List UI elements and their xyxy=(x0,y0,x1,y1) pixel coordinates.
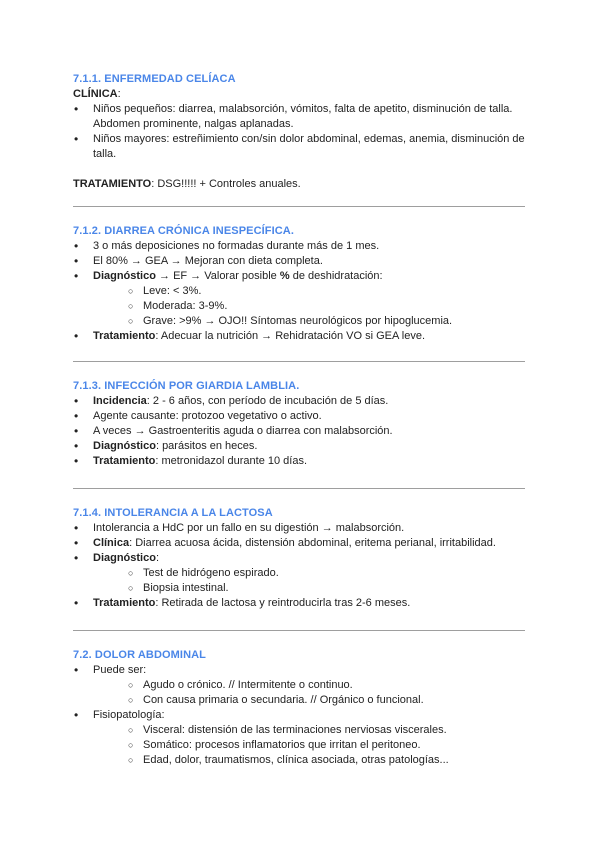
dolor-list-2 xyxy=(73,708,533,723)
sub-list-item: ○ Leve: < 3%. xyxy=(73,284,533,299)
clinica-list xyxy=(73,102,533,162)
diarrea-list-tail xyxy=(73,329,533,344)
diagnostico-text: : xyxy=(155,552,160,564)
tratamiento-line xyxy=(73,177,533,192)
sub-list-item: ○ Grave: >9% → OJO!! Síntomas neurológicos por hipoglucemia. xyxy=(73,314,533,329)
section-diarrea-cronica xyxy=(73,224,533,344)
sub-list-item: ○ Con causa primaria o secundaria. // Orgánico o funcional. xyxy=(73,693,533,708)
sub-list-item: ○ Edad, dolor, traumatismos, clínica asociada, otras patologías... xyxy=(73,753,533,768)
section-heading: 7.1.3. INFECCIÓN POR GIARDIA LAMBLIA. xyxy=(73,380,300,392)
tratamiento-text: : Retirada de lactosa y reintroducirla tras 2-6 meses. xyxy=(155,597,411,609)
deshidratacion-list xyxy=(73,284,533,329)
diarrea-list xyxy=(73,239,533,284)
incidencia-text: : 2 - 6 años, con período de incubación de 5 días. xyxy=(146,395,389,407)
list-item: • 3 o más deposiciones no formadas durante más de 1 mes. xyxy=(73,239,533,254)
list-item: • Puede ser: xyxy=(73,663,533,678)
list-item-tratamiento xyxy=(73,454,533,469)
divider xyxy=(73,361,525,362)
list-item: • Agente causante: protozoo vegetativo o activo. xyxy=(73,409,533,424)
divider xyxy=(73,630,525,631)
section-heading: 7.1.2. DIARREA CRÓNICA INESPECÍFICA. xyxy=(73,225,294,237)
divider xyxy=(73,206,525,207)
diagnostico-label: Diagnóstico xyxy=(93,270,156,282)
tratamiento-text: : Adecuar la nutrición → Rehidratación VO si GEA leve. xyxy=(155,330,425,342)
tratamiento-label: Tratamiento xyxy=(93,330,156,342)
section-heading: 7.1.1. ENFERMEDAD CELÍACA xyxy=(73,73,236,85)
list-item: • Fisiopatología: xyxy=(73,708,533,723)
diagnostico-text-a: → EF → Valorar posible xyxy=(155,270,280,282)
clinica-colon: : xyxy=(117,88,121,100)
diagnostico-text-b: de deshidratación: xyxy=(289,270,383,282)
list-item: • A veces → Gastroenteritis aguda o diarrea con malabsorción. xyxy=(73,424,533,439)
list-item-incidencia xyxy=(73,394,533,409)
list-item-clinica xyxy=(73,536,533,551)
clinica-label: CLÍNICA xyxy=(73,88,118,100)
list-item-diagnostico xyxy=(73,439,533,454)
sub-list-item: ○ Test de hidrógeno espirado. xyxy=(73,566,533,581)
section-heading: 7.2. DOLOR ABDOMINAL xyxy=(73,649,206,661)
list-item-tratamiento xyxy=(73,596,533,611)
section-giardia xyxy=(73,379,533,469)
section-intolerancia-lactosa xyxy=(73,506,533,611)
list-item: • El 80% → GEA → Mejoran con dieta completa. xyxy=(73,254,533,269)
lactosa-list xyxy=(73,521,533,566)
section-enfermedad-celiaca xyxy=(73,72,533,192)
incidencia-label: Incidencia xyxy=(93,395,147,407)
dolor-sub-list-2 xyxy=(73,723,533,768)
dolor-sub-list-1 xyxy=(73,678,533,708)
sub-list-item: ○ Moderada: 3-9%. xyxy=(73,299,533,314)
clinica-label-line xyxy=(73,87,533,102)
lactosa-diag-list xyxy=(73,566,533,596)
dolor-list xyxy=(73,663,533,678)
sub-list-item: ○ Agudo o crónico. // Intermitente o continuo. xyxy=(73,678,533,693)
list-item: • Niños mayores: estreñimiento con/sin dolor abdominal, edemas, anemia, disminución de talla. xyxy=(73,132,533,162)
giardia-list xyxy=(73,394,533,469)
list-item-diagnostico xyxy=(73,269,533,284)
lactosa-list-tail xyxy=(73,596,533,611)
tratamiento-text: : metronidazol durante 10 días. xyxy=(155,455,308,467)
sub-list-item: ○ Somático: procesos inflamatorios que irritan el peritoneo. xyxy=(73,738,533,753)
tratamiento-label: TRATAMIENTO xyxy=(73,178,152,190)
list-item-diagnostico xyxy=(73,551,533,566)
section-dolor-abdominal xyxy=(73,648,533,768)
tratamiento-label: Tratamiento xyxy=(93,597,156,609)
sub-list-item: ○ Biopsia intestinal. xyxy=(73,581,533,596)
clinica-label: Clínica xyxy=(93,537,130,549)
divider xyxy=(73,488,525,489)
tratamiento-text: : DSG!!!!! + Controles anuales. xyxy=(151,178,301,190)
section-heading: 7.1.4. INTOLERANCIA A LA LACTOSA xyxy=(73,507,273,519)
tratamiento-label: Tratamiento xyxy=(93,455,156,467)
diagnostico-label: Diagnóstico xyxy=(93,440,156,452)
clinica-text: : Diarrea acuosa ácida, distensión abdominal, eritema perianal, irritabilidad. xyxy=(129,537,496,549)
list-item-tratamiento xyxy=(73,329,533,344)
diagnostico-label: Diagnóstico xyxy=(93,552,156,564)
sub-list-item: ○ Visceral: distensión de las terminaciones nerviosas viscerales. xyxy=(73,723,533,738)
diagnostico-text: : parásitos en heces. xyxy=(155,440,258,452)
list-item: • Niños pequeños: diarrea, malabsorción, vómitos, falta de apetito, disminución de talla. Abdomen prominente, nalgas aplanadas. xyxy=(73,102,533,132)
list-item: • Intolerancia a HdC por un fallo en su digestión → malabsorción. xyxy=(73,521,533,536)
diagnostico-percent: % xyxy=(279,270,290,282)
